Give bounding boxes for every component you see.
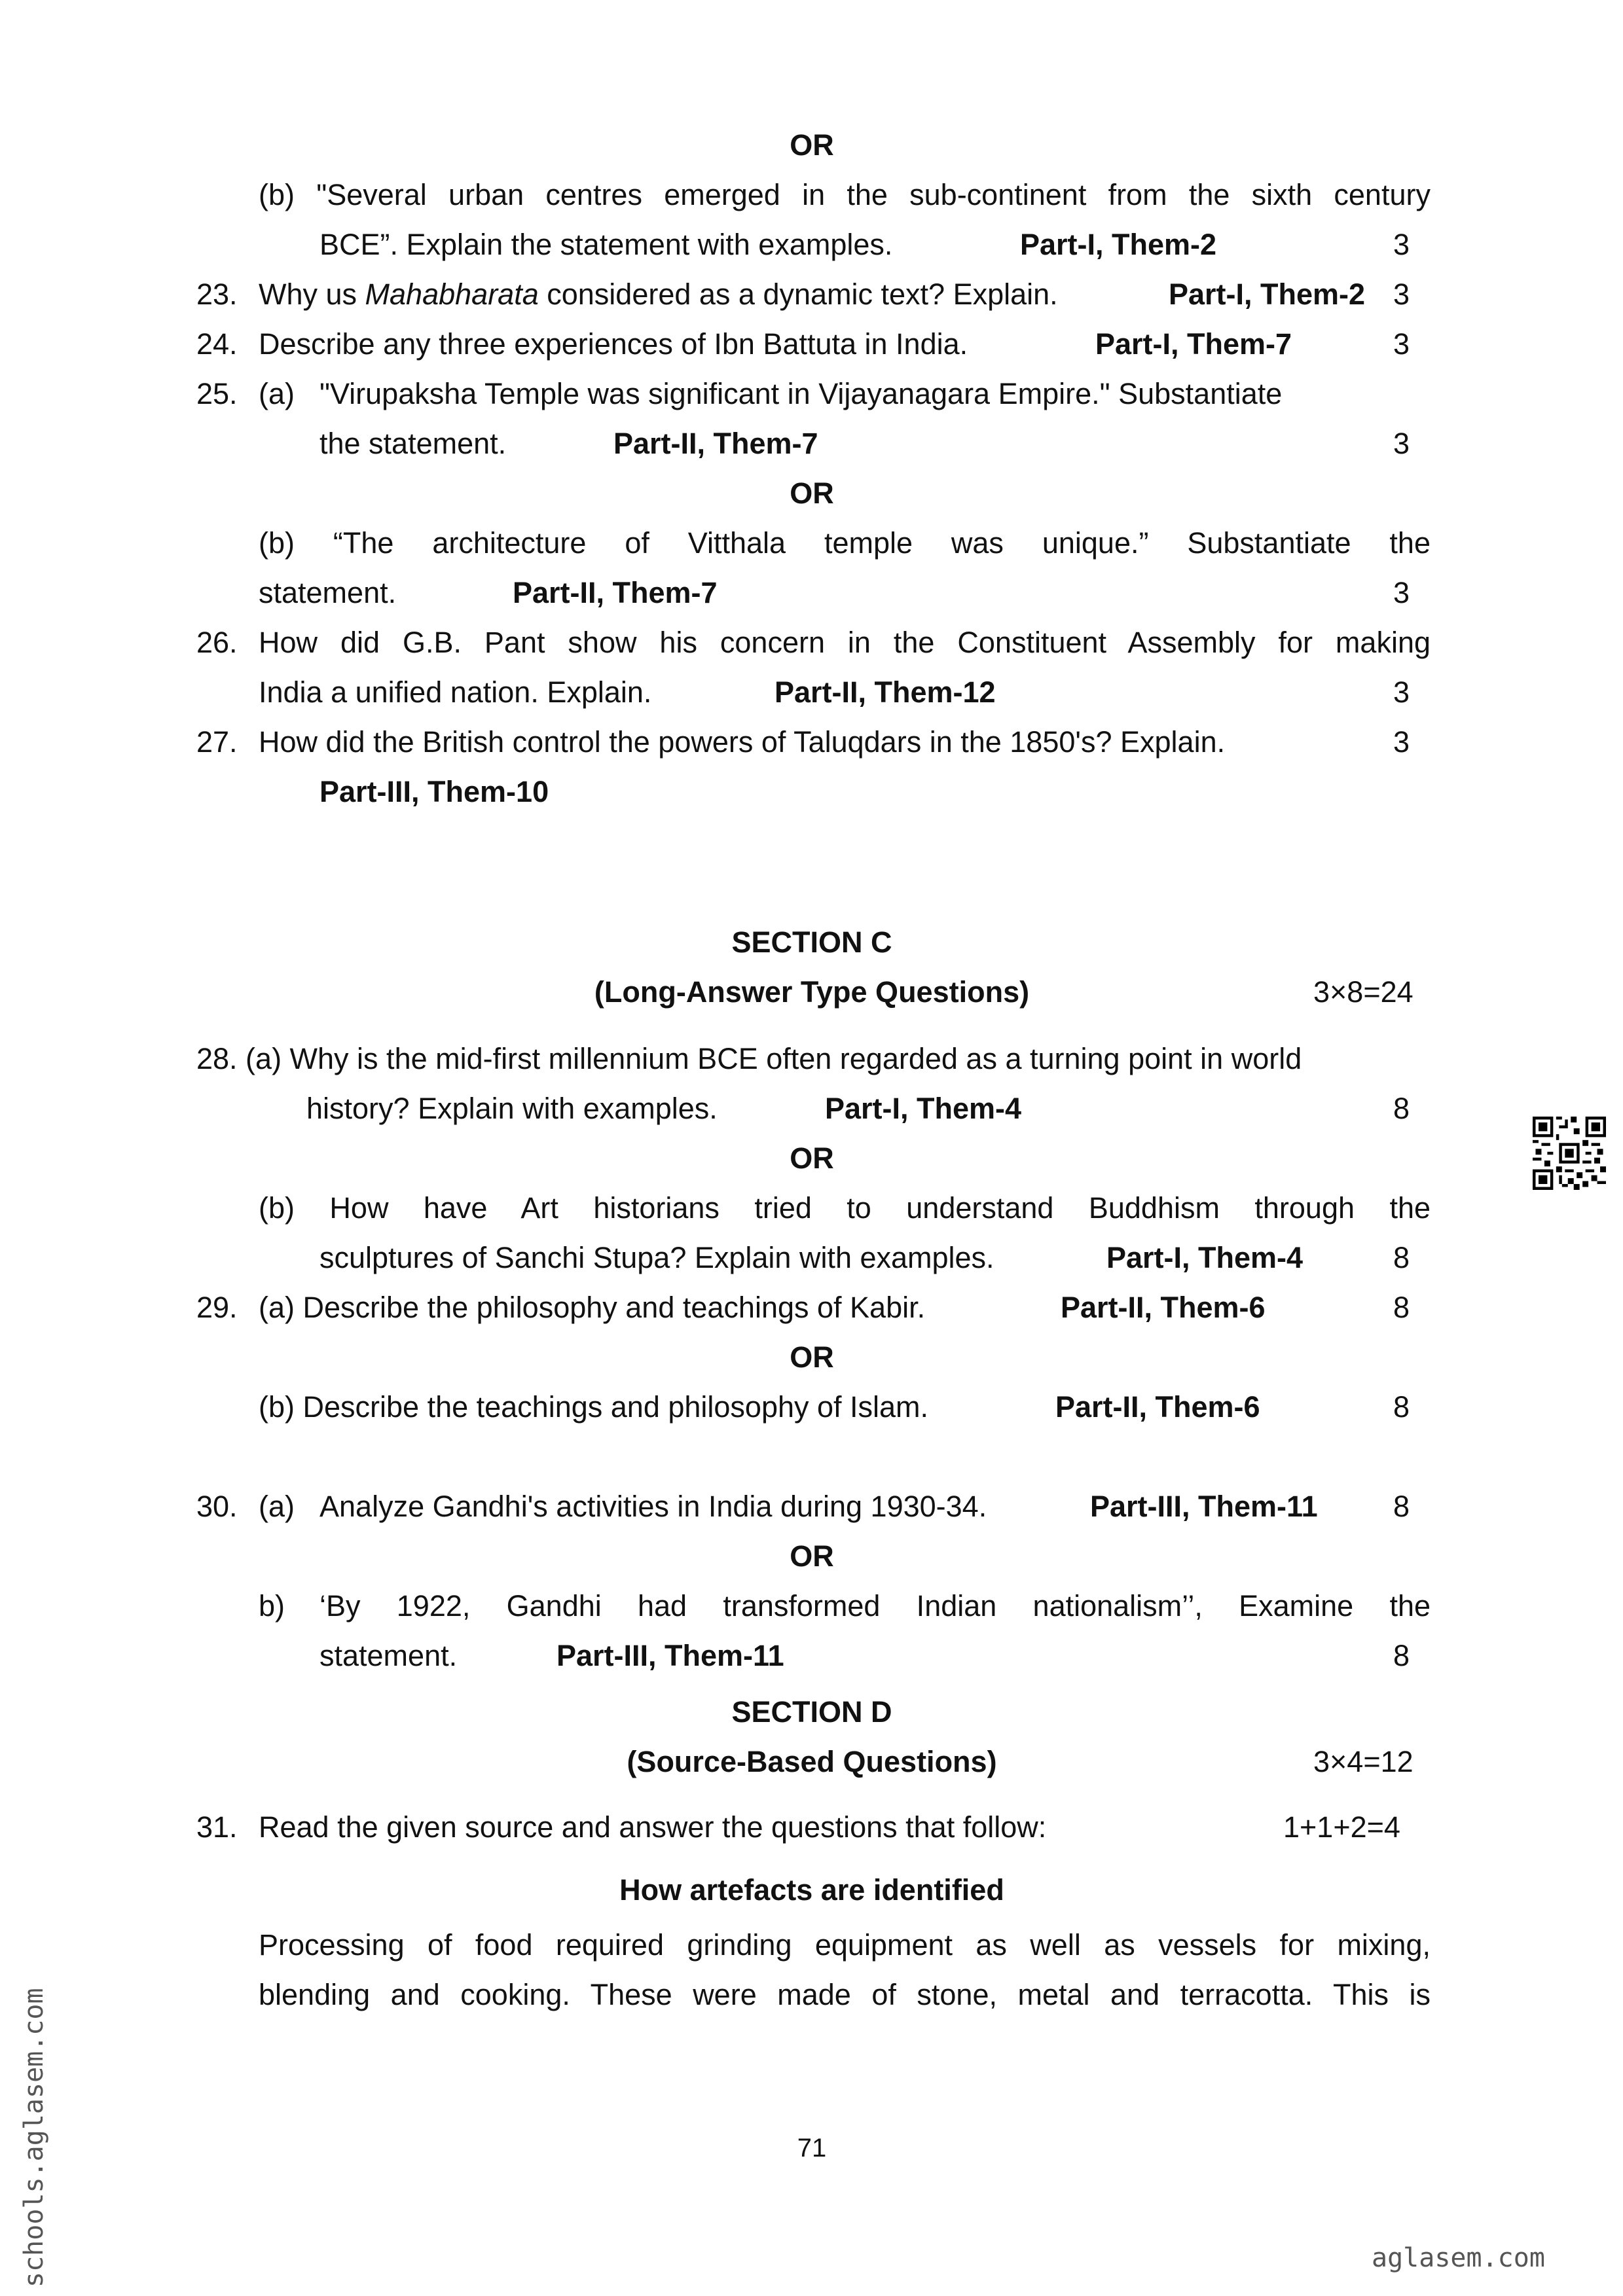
q30a-marks: 8	[1393, 1490, 1410, 1523]
q31-text: Read the given source and answer the questions that follow:	[259, 1810, 1047, 1844]
q28b-line1: (b) How have Art historians tried to understand Buddhism through the	[259, 1191, 1431, 1225]
q22b-marks: 3	[1393, 228, 1410, 261]
q22b-line1	[259, 175, 1431, 215]
section-d-marks: 3×4=12	[1313, 1745, 1413, 1778]
or-divider: OR	[790, 1141, 834, 1175]
q30a-label: (a)	[259, 1490, 295, 1523]
q30b-label: b)	[259, 1589, 285, 1623]
q24-number: 24.	[196, 327, 238, 361]
q30b-line2: statement.	[319, 1639, 458, 1672]
q27-text: How did the British control the powers of Taluqdars in the 1850's? Explain.	[259, 725, 1226, 759]
q30b-reference: Part-III, Them-11	[556, 1639, 784, 1672]
q30a-text: Analyze Gandhi's activities in India during 1930-34.	[319, 1490, 987, 1523]
q25a-marks: 3	[1393, 427, 1410, 460]
q29b-text: (b) Describe the teachings and philosophy of Islam.	[259, 1390, 929, 1424]
source-paragraph-line1: Processing of food required grinding equipment as well as vessels for mixing,	[259, 1928, 1431, 1962]
q23-text: Why us Mahabharata considered as a dynamic text? Explain.	[259, 278, 1058, 311]
q23-marks: 3	[1393, 278, 1410, 311]
q30a-reference: Part-III, Them-11	[1090, 1490, 1318, 1523]
q30-number: 30.	[196, 1490, 238, 1523]
q30b-line1: ‘By 1922, Gandhi had transformed Indian nationalism’’, Examine the	[319, 1589, 1431, 1623]
q22b-label: (b)	[259, 178, 295, 211]
q25b-marks: 3	[1393, 576, 1410, 609]
q23-italic-title: Mahabharata	[365, 278, 539, 311]
source-paragraph-line2: blending and cooking. These were made of stone, metal and terracotta. This is	[259, 1978, 1431, 2011]
q27-number: 27.	[196, 725, 238, 759]
section-d-title: SECTION D	[731, 1695, 892, 1729]
q22b-line2: BCE”. Explain the statement with examples.	[319, 228, 893, 261]
q25a-line1: "Virupaksha Temple was significant in Vijayanagara Empire." Substantiate	[319, 377, 1283, 410]
qr-code-icon	[1531, 1117, 1608, 1190]
q27-reference: Part-III, Them-10	[319, 775, 549, 808]
or-divider: OR	[790, 128, 834, 162]
q27-marks: 3	[1393, 725, 1410, 759]
q26-line1: How did G.B. Pant show his concern in the Constituent Assembly for making	[259, 626, 1431, 659]
section-c-title: SECTION C	[731, 925, 892, 959]
q29a-text: (a) Describe the philosophy and teachings of Kabir.	[259, 1291, 926, 1324]
q29a-reference: Part-II, Them-6	[1061, 1291, 1266, 1324]
page-number: 71	[797, 2134, 827, 2162]
q22b-reference: Part-I, Them-2	[1020, 228, 1217, 261]
source-title: How artefacts are identified	[619, 1873, 1004, 1907]
q22b-text: "Several urban centres emerged in the sub-continent from the sixth century	[316, 178, 1431, 211]
q28a-line2: history? Explain with examples.	[306, 1092, 718, 1125]
q23-number: 23.	[196, 278, 238, 311]
q24-text: Describe any three experiences of Ibn Battuta in India.	[259, 327, 968, 361]
q25a-reference: Part-II, Them-7	[613, 427, 818, 460]
q29a-marks: 8	[1393, 1291, 1410, 1324]
q24-reference: Part-I, Them-7	[1095, 327, 1292, 361]
corner-watermark: aglasem.com	[1372, 2243, 1545, 2273]
q25b-line2: statement.	[259, 576, 397, 609]
section-d-subtitle: (Source-Based Questions)	[627, 1745, 997, 1778]
q25a-line2: the statement.	[319, 427, 507, 460]
q28b-marks: 8	[1393, 1241, 1410, 1274]
q31-marks: 1+1+2=4	[1283, 1810, 1400, 1844]
q28a-reference: Part-I, Them-4	[825, 1092, 1022, 1125]
or-divider: OR	[790, 1340, 834, 1374]
q26-marks: 3	[1393, 675, 1410, 709]
q25b-reference: Part-II, Them-7	[513, 576, 718, 609]
q28a-marks: 8	[1393, 1092, 1410, 1125]
q29b-reference: Part-II, Them-6	[1055, 1390, 1260, 1424]
q29-number: 29.	[196, 1291, 238, 1324]
q28b-line2: sculptures of Sanchi Stupa? Explain with examples.	[319, 1241, 994, 1274]
q25a-label: (a)	[259, 377, 295, 410]
q23-reference: Part-I, Them-2	[1169, 278, 1366, 311]
q24-marks: 3	[1393, 327, 1410, 361]
q30b-marks: 8	[1393, 1639, 1410, 1672]
q29b-marks: 8	[1393, 1390, 1410, 1424]
section-c-subtitle: (Long-Answer Type Questions)	[594, 975, 1030, 1009]
side-watermark: schools.aglasem.com	[19, 1988, 49, 2287]
q31-number: 31.	[196, 1810, 238, 1844]
q26-line2: India a unified nation. Explain.	[259, 675, 652, 709]
q28a-line1: 28. (a) Why is the mid-first millennium BCE often regarded as a turning point in world	[196, 1042, 1302, 1075]
q25b-line1: (b) “The architecture of Vitthala temple was unique.” Substantiate the	[259, 526, 1431, 560]
q26-reference: Part-II, Them-12	[775, 675, 996, 709]
or-divider: OR	[790, 1539, 834, 1573]
q25-number: 25.	[196, 377, 238, 410]
q28b-reference: Part-I, Them-4	[1106, 1241, 1304, 1274]
or-divider: OR	[790, 476, 834, 510]
q26-number: 26.	[196, 626, 238, 659]
section-c-marks: 3×8=24	[1313, 975, 1413, 1009]
